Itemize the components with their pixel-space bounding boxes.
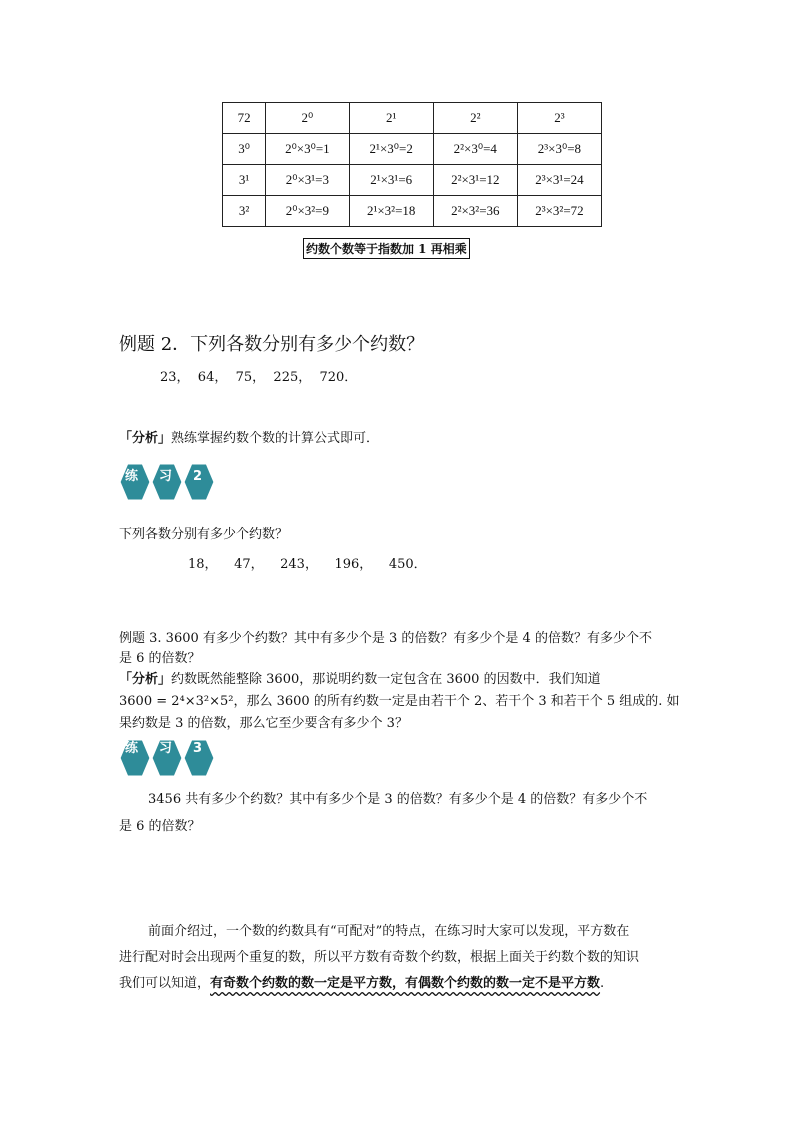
analysis-text: 3600 = 2⁴×3²×5²，那么 3600 的所有约数一定是由若干个 2、若干个 3 和若干个 5 组成的. 如 [119,694,680,709]
badge-char: 3 [193,741,203,756]
table-cell: 72 [223,103,266,134]
analysis-label: 「分析」 [119,431,172,446]
practice-badge-2 [117,460,221,504]
table-cell: 2⁰×3¹=3 [266,165,350,196]
closing-prefix: 我们可以知道， [119,976,211,991]
analysis-text: 果约数是 3 的倍数，那么它至少要含有多少个 3？ [119,716,408,731]
table-cell: 2²×3⁰=4 [433,134,517,165]
table-cell: 2⁰ [266,103,350,134]
table-cell: 2³ [517,103,601,134]
badge-char: 练 [125,469,139,484]
table-cell: 2³×3⁰=8 [517,134,601,165]
practice3-line1: 3456 共有多少个约数？其中有多少个是 3 的倍数？有多少个是 4 的倍数？有多少个不 [148,792,648,807]
table-cell: 2³×3²=72 [517,196,601,227]
badge-char: 习 [159,469,173,484]
table-cell: 2³×3¹=24 [517,165,601,196]
badge-char: 2 [193,469,203,484]
table-cell: 2⁰×3²=9 [266,196,350,227]
example2-title: 例题 2．下列各数分别有多少个约数？ [119,334,425,355]
practice2-question: 下列各数分别有多少个约数？ [119,527,289,542]
table-row [223,134,602,165]
closing-suffix: . [600,976,605,991]
table-cell: 2¹×3⁰=2 [349,134,433,165]
practice-badge-3 [117,736,221,780]
table-cell: 2² [433,103,517,134]
analysis-label: 「分析」 [119,672,172,687]
table-cell: 2¹ [349,103,433,134]
table-header-row [223,103,602,134]
example2-numbers: 23， 64， 75， 225， 720． [160,370,358,385]
analysis-text: 约数既然能整除 3600，那说明约数一定包含在 3600 的因数中．我们知道 [171,672,601,687]
rule-caption: 约数个数等于指数加 1 再相乘 [303,238,470,259]
closing-emphasis: 有奇数个约数的数一定是平方数，有偶数个约数的数一定不是平方数 [210,976,601,991]
analysis-text: 熟练掌握约数个数的计算公式即可． [171,431,380,446]
badge-char: 习 [159,741,173,756]
table-cell: 2¹×3¹=6 [349,165,433,196]
table-row [223,196,602,227]
example3-line2: 是 6 的倍数？ [119,651,201,666]
table-cell: 2²×3²=36 [433,196,517,227]
exponent-table [222,102,602,227]
example3-line1: 例题 3. 3600 有多少个约数？其中有多少个是 3 的倍数？有多少个是 4 的倍数？有多少个不 [119,631,652,646]
closing-line2: 进行配对时会出现两个重复的数，所以平方数有奇数个约数，根据上面关于约数个数的知识 [119,950,640,965]
table-cell: 2²×3¹=12 [433,165,517,196]
practice3-line2: 是 6 的倍数？ [119,819,201,834]
table-cell: 2¹×3²=18 [349,196,433,227]
table-cell: 3¹ [223,165,266,196]
badge-char: 练 [125,741,139,756]
table-cell: 2⁰×3⁰=1 [266,134,350,165]
practice2-numbers: 18， 47， 243， 196， 450． [188,557,427,572]
table-row [223,165,602,196]
table-cell: 3² [223,196,266,227]
closing-line1: 前面介绍过，一个数的约数具有“可配对”的特点，在练习时大家可以发现，平方数在 [148,924,630,939]
table-cell: 3⁰ [223,134,266,165]
